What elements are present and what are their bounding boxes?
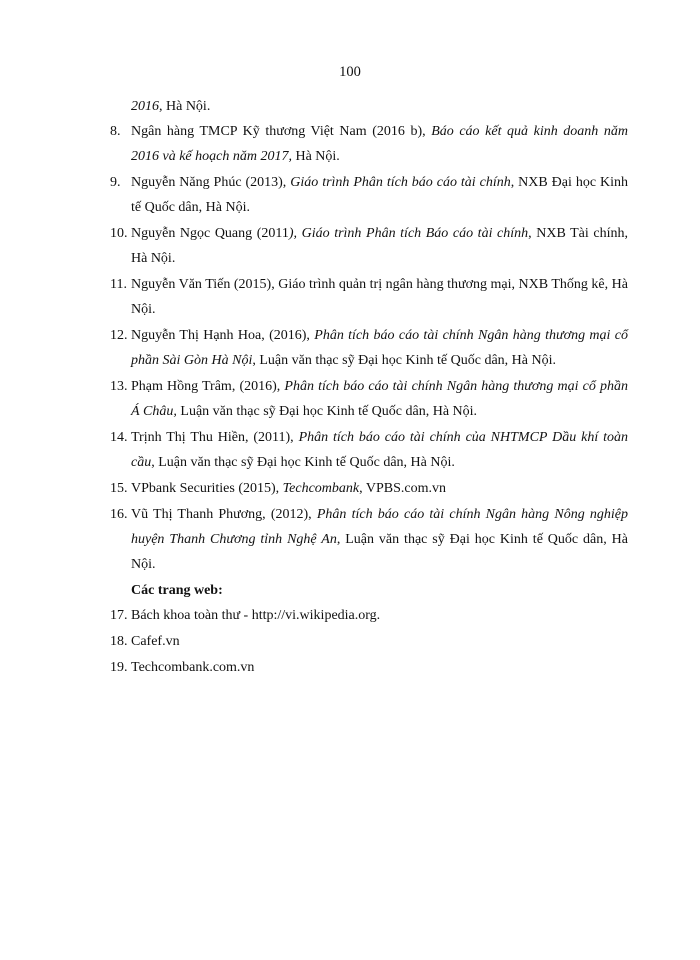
web-reference-item: 19. Techcombank.com.vn: [110, 660, 255, 675]
page-number: 100: [339, 64, 361, 80]
reference-item: 15. VPbank Securities (2015), Techcombank, VPBS.com.vn: [110, 481, 446, 496]
reference-item: 10. Nguyễn Ngọc Quang (2011), Giáo trình Phân tích Báo cáo tài chính, NXB Tài chính, Hà Nội.: [110, 226, 628, 266]
web-section-heading: Các trang web:: [131, 583, 223, 598]
reference-item: 11. Nguyễn Văn Tiến (2015), Giáo trình quản trị ngân hàng thương mại, NXB Thống kê, Hà Nội.: [110, 277, 628, 317]
web-reference-item: 18. Cafef.vn: [110, 634, 180, 649]
reference-item: 14. Trịnh Thị Thu Hiền, (2011), Phân tích báo cáo tài chính của NHTMCP Dầu khí toàn cầu, Luận văn thạc sỹ Đại học Kinh tế Quốc dân, Hà Nội.: [110, 430, 628, 470]
reference-item: 12. Nguyễn Thị Hạnh Hoa, (2016), Phân tích báo cáo tài chính Ngân hàng thương mại cổ phần Sài Gòn Hà Nội, Luận văn thạc sỹ Đại học Kinh tế Quốc dân, Hà Nội.: [110, 328, 628, 368]
reference-item: 13. Phạm Hồng Trâm, (2016), Phân tích báo cáo tài chính Ngân hàng thương mại cổ phần Á Châu, Luận văn thạc sỹ Đại học Kinh tế Quốc dân, Hà Nội.: [110, 379, 628, 419]
reference-continuation: 2016, Hà Nội.: [131, 99, 211, 114]
reference-item: 9. Nguyễn Năng Phúc (2013), Giáo trình Phân tích báo cáo tài chính, NXB Đại học Kinh tế Quốc dân, Hà Nội.: [110, 175, 628, 215]
reference-item: 16. Vũ Thị Thanh Phương, (2012), Phân tích báo cáo tài chính Ngân hàng Nông nghiệp huyện Thanh Chương tỉnh Nghệ An, Luận văn thạc sỹ Đại học Kinh tế Quốc dân, Hà Nội.: [110, 507, 629, 572]
reference-item: 8. Ngân hàng TMCP Kỹ thương Việt Nam (2016 b), Báo cáo kết quả kinh doanh năm 2016 và kế hoạch năm 2017, Hà Nội.: [110, 124, 629, 164]
web-reference-item: 17. Bách khoa toàn thư - http://vi.wikipedia.org.: [110, 608, 381, 623]
reference-list: [110, 94, 628, 681]
